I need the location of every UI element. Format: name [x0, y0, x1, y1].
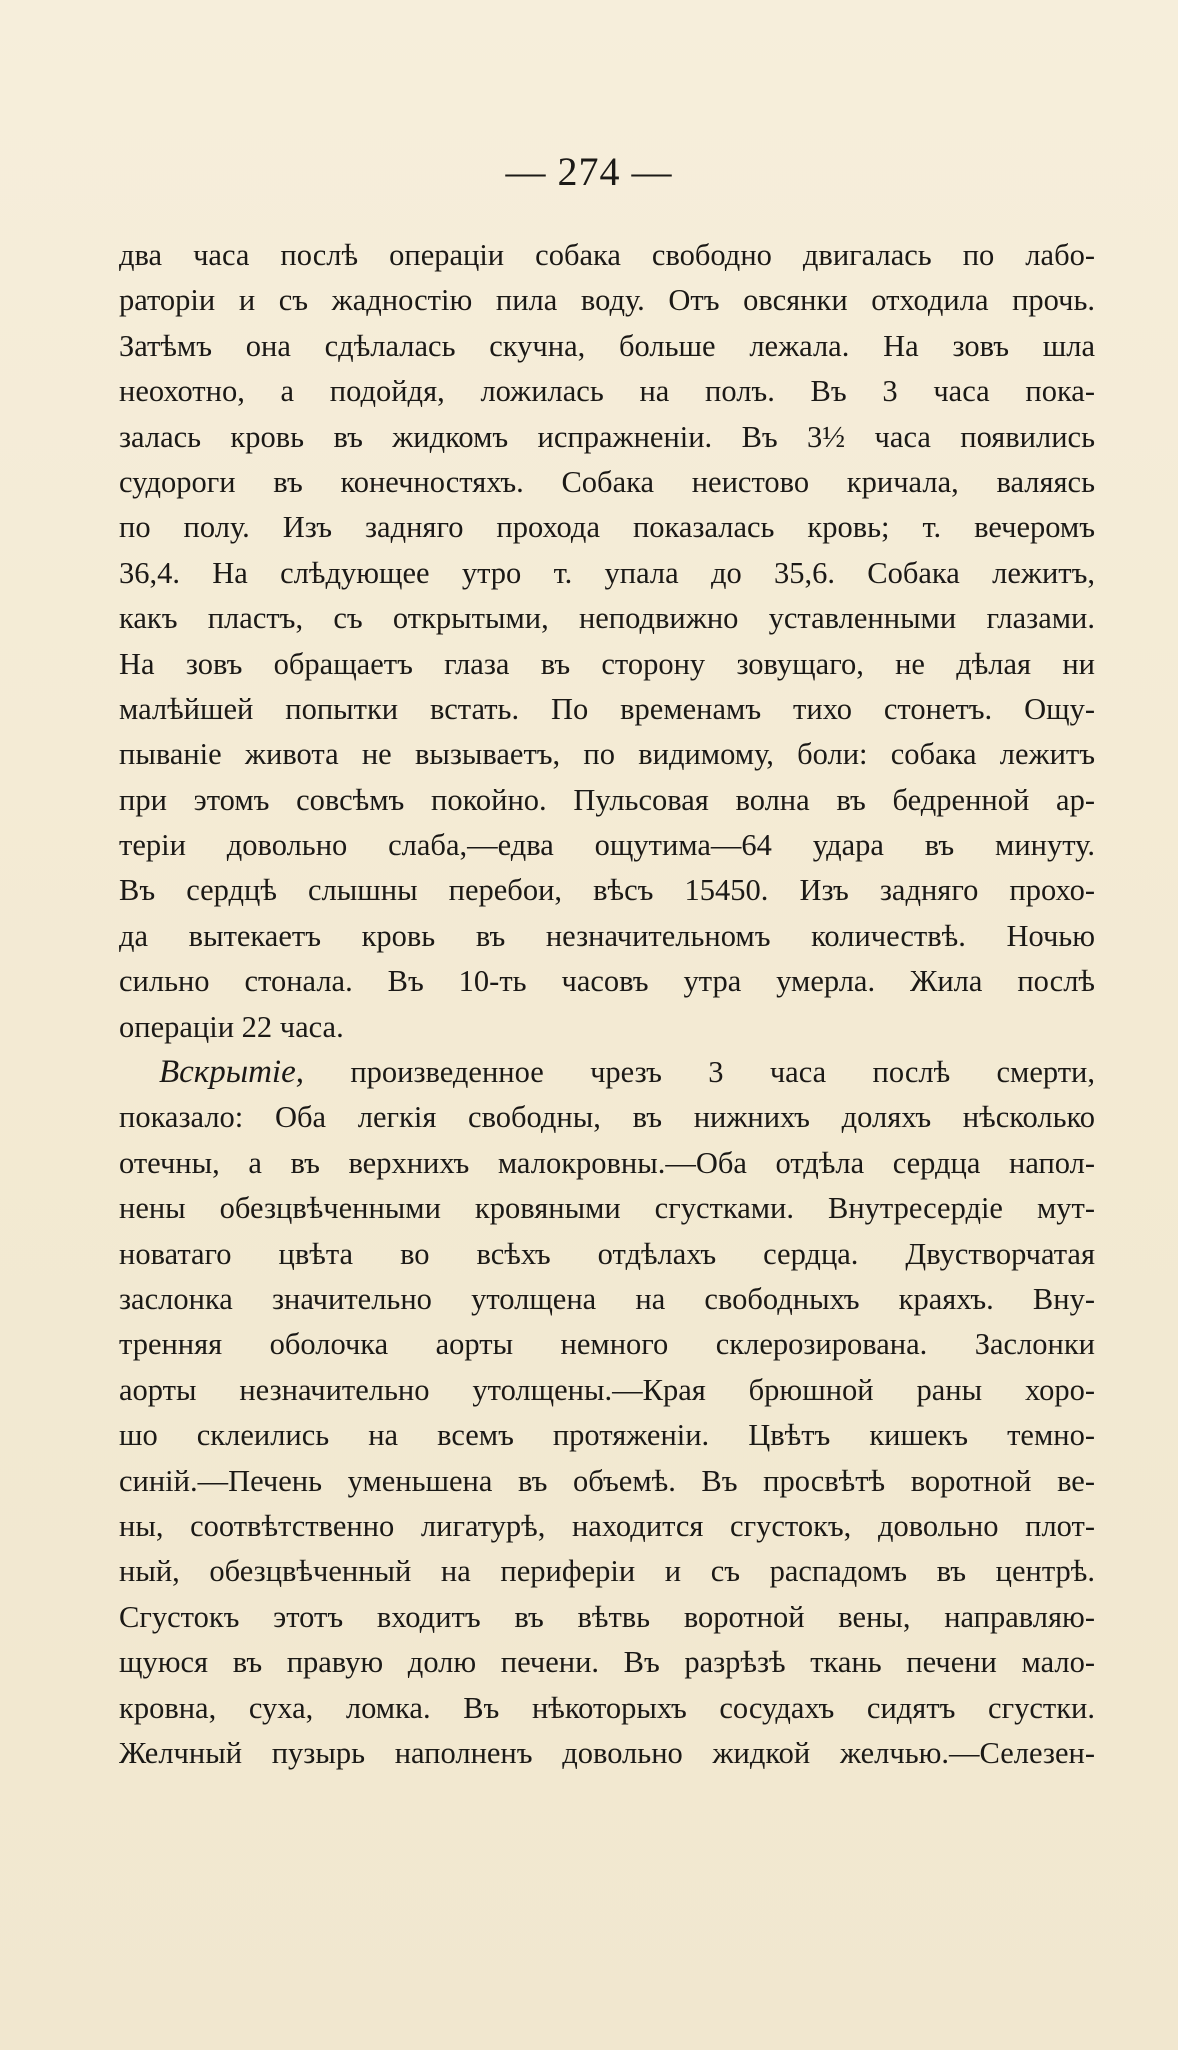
autopsy-heading: Вскрытіе, [159, 1054, 304, 1091]
text-line: да вытекаетъ кровь въ незначительномъ количествѣ. Ночью [119, 918, 1095, 953]
text-line: при этомъ совсѣмъ покойно. Пульсовая волна въ бедренной ар- [119, 782, 1095, 817]
text-line: сильно стонала. Въ 10-ть часовъ утра умерла. Жила послѣ [119, 964, 1095, 999]
text-line: шо склеились на всемъ протяженіи. Цвѣтъ кишекъ темно- [119, 1418, 1095, 1453]
text-line: раторіи и съ жадностію пила воду. Отъ овсянки отходила прочь. [119, 283, 1095, 318]
text-line: аорты незначительно утолщены.—Края брюшной раны хоро- [119, 1372, 1095, 1407]
text-line: ны, соотвѣтственно лигатурѣ, находится сгустокъ, довольно плот- [119, 1508, 1095, 1543]
text-line: нены обезцвѣченными кровяными сгустками. Внутресердіе мут- [119, 1191, 1095, 1226]
text-line: ный, обезцвѣченный на периферіи и съ распадомъ въ центрѣ. [119, 1554, 1095, 1589]
text-line: какъ пластъ, съ открытыми, неподвижно уставленными глазами. [119, 601, 1095, 636]
text-line: теріи довольно слаба,—едва ощутима—64 удара въ минуту. [119, 828, 1095, 863]
text-line: Затѣмъ она сдѣлалась скучна, больше лежала. На зовъ шла [119, 328, 1095, 363]
text-line: отечны, а въ верхнихъ малокровны.—Оба отдѣла сердца напол- [119, 1145, 1095, 1180]
text-line: два часа послѣ операціи собака свободно двигалась по лабо- [119, 238, 1095, 272]
autopsy-first-line [119, 1050, 1095, 1095]
text-line: по полу. Изъ задняго прохода показалась кровь; т. вечеромъ [119, 510, 1095, 545]
text-line: синій.—Печень уменьшена въ объемѣ. Въ просвѣтѣ воротной ве- [119, 1463, 1095, 1498]
text-line: неохотно, а подойдя, ложилась на полъ. Въ 3 часа пока- [119, 374, 1095, 409]
page-number: — 274 — [505, 149, 673, 194]
text-line: малѣйшей попытки встать. По временамъ тихо стонетъ. Ощу- [119, 691, 1095, 726]
text-line: кровна, суха, ломка. Въ нѣкоторыхъ сосудахъ сидятъ сгустки. [119, 1690, 1095, 1725]
autopsy-first-line-rest: произведенное чрезъ 3 часа послѣ смерти, [350, 1055, 1095, 1090]
body-text [119, 233, 1095, 1776]
text-line: заслонка значительно утолщена на свободныхъ краяхъ. Вну- [119, 1281, 1095, 1316]
text-line: судороги въ конечностяхъ. Собака неистово кричала, валяясь [119, 464, 1095, 499]
text-line: показало: Оба легкія свободны, въ нижнихъ доляхъ нѣсколько [119, 1100, 1095, 1135]
text-line: Сгустокъ этотъ входитъ въ вѣтвь воротной вены, направляю- [119, 1599, 1095, 1634]
text-line: залась кровь въ жидкомъ испражненіи. Въ 3½ часа появились [119, 419, 1095, 454]
text-line: Въ сердцѣ слышны перебои, вѣсъ 15450. Изъ задняго прохо- [119, 873, 1095, 908]
text-line: Желчный пузырь наполненъ довольно жидкой желчью.—Селезен- [119, 1735, 1095, 1770]
text-line: 36,4. На слѣдующее утро т. упала до 35,6. Собака лежитъ, [119, 555, 1095, 590]
text-line: пываніе живота не вызываетъ, по видимому, боли: собака лежитъ [119, 737, 1095, 772]
text-line: операціи 22 часа. [119, 1009, 344, 1044]
text-line: На зовъ обращаетъ глаза въ сторону зовущаго, не дѣлая ни [119, 646, 1095, 681]
text-line: щуюся въ правую долю печени. Въ разрѣзѣ ткань печени мало- [119, 1645, 1095, 1680]
text-line: тренняя оболочка аорты немного склерозирована. Заслонки [119, 1327, 1095, 1362]
text-line: новатаго цвѣта во всѣхъ отдѣлахъ сердца. Двустворчатая [119, 1236, 1095, 1271]
